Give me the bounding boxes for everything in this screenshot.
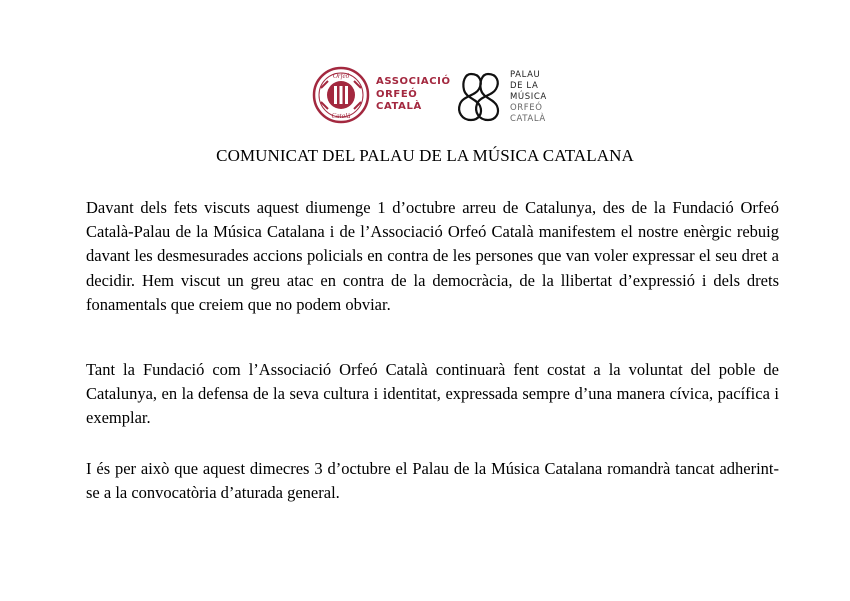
header-logos xyxy=(0,66,850,128)
palau-wordmark xyxy=(510,70,547,125)
svg-text:Català: Català xyxy=(331,112,351,120)
paragraph-3: I és per això que aquest dimecres 3 d’octubre el Palau de la Música Catalana romandrà tancat adherint-se a la convocatòria d’aturada general. xyxy=(86,459,779,503)
palau-mark-icon xyxy=(452,70,506,124)
associacio-orfeo-catala-logo xyxy=(312,66,452,128)
aoc-logo-line: ASSOCIACIÓ xyxy=(376,76,451,87)
palau-logo-line: PALAU xyxy=(510,70,541,80)
aoc-logo-line: ORFEÓ xyxy=(376,88,418,100)
aoc-logo-line: CATALÀ xyxy=(376,101,422,112)
orfeo-catala-seal-icon xyxy=(312,66,370,124)
palau-logo-line: DE LA xyxy=(510,81,539,91)
paragraph-2: Tant la Fundació com l’Associació Orfeó Català continuarà fent costat a la voluntat del poble de Catalunya, en la defensa de la seva cultura i identitat, expressada sempre d’una manera cívica, pacífica i exemplar. xyxy=(86,360,779,428)
palau-de-la-musica-logo xyxy=(452,66,572,128)
palau-logo-line: MÚSICA xyxy=(510,92,547,102)
paragraph-1: Davant dels fets viscuts aquest diumenge 1 d’octubre arreu de Catalunya, des de la Fundació Orfeó Català-Palau de la Música Catalana i de l’Associació Orfeó Català manifestem el nostre enèrgic rebuig davant les desmesurades accions policials en contra de les persones que van voler expressar el seu dret a decidir. Hem viscut un greu atac en contra de la democràcia, de la llibertat d’expressió i dels drets fonamentals que creiem que no podem obviar. xyxy=(86,198,779,314)
document-title: COMUNICAT DEL PALAU DE LA MÚSICA CATALANA xyxy=(216,146,634,165)
associacio-orfeo-catala-wordmark xyxy=(376,76,451,114)
palau-logo-line: CATALÀ xyxy=(510,114,546,124)
palau-logo-line: ORFEÓ xyxy=(510,103,543,113)
svg-text:Orfeó: Orfeó xyxy=(332,72,350,80)
